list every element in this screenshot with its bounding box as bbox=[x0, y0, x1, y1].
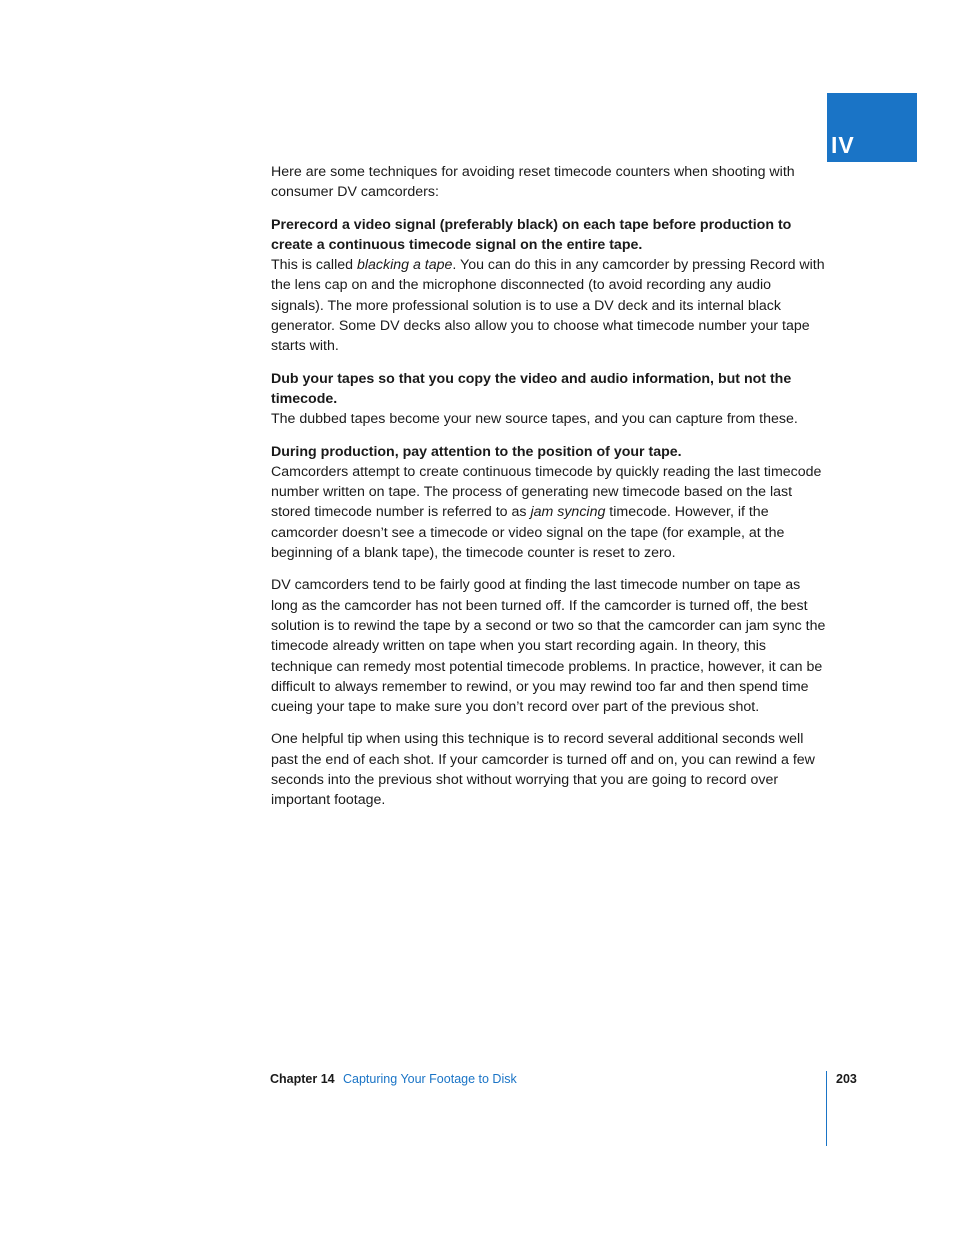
dv-camcorders-paragraph: DV camcorders tend to be fairly good at finding the last timecode number on tape as long as the camcorder has not been turned off. If the camcorder is turned off, the best solution is to rewind the tape by a second or two so that the camcorder can jam sync the timecode already written on tape when you start recording again. In theory, this technique can remedy most potential timecode problems. In practice, however, it can be difficult to always remember to rewind, or you may rewind too far and then spend time cueing your tape to make sure you don’t record over part of the previous shot. bbox=[271, 577, 826, 716]
footer-divider bbox=[826, 1071, 827, 1146]
footer-chapter-title-link[interactable]: Capturing Your Footage to Disk bbox=[343, 1072, 517, 1086]
page-number: 203 bbox=[836, 1072, 857, 1086]
tip-description-3-end: timecode. However, if the camcorder doesn’t see a timecode or video signal on the tape (for example, at the beginning of a blank tape), the timecode counter is reset to zero. bbox=[271, 504, 785, 562]
body-text bbox=[271, 162, 827, 823]
tip-description-1-start: This is called bbox=[271, 257, 357, 274]
part-number: IV bbox=[831, 132, 855, 158]
tip-term-3: During production, pay attention to the position of your tape. bbox=[271, 443, 682, 460]
tip-term-2: Dub your tapes so that you copy the video and audio information, but not the timecode. bbox=[271, 370, 792, 407]
part-tab bbox=[827, 93, 917, 162]
tip-description-1-end: . You can do this in any camcorder by pressing Record with the lens cap on and the microphone disconnected (to avoid recording any audio signals). The more professional solution is to use a DV deck and its internal black generator. Some DV decks also allow you to choose what timecode number your tape starts with. bbox=[271, 257, 825, 355]
tip-description-2: The dubbed tapes become your new source tapes, and you can capture from these. bbox=[271, 411, 798, 428]
tip-description-3-emphasis: jam syncing bbox=[530, 504, 606, 521]
tip-description-1-emphasis: blacking a tape bbox=[356, 257, 453, 274]
footer-chapter-label: Chapter 14 bbox=[270, 1072, 335, 1086]
tip-description-1 bbox=[271, 255, 827, 356]
helpful-tip-paragraph: One helpful tip when using this technique is to record several additional seconds well past the end of each shot. If your camcorder is turned off and on, you can rewind a few seconds into the previous shot without worrying that you are going to record over important footage. bbox=[271, 731, 815, 809]
tip-description-3 bbox=[271, 462, 827, 563]
intro-paragraph: Here are some techniques for avoiding reset timecode counters when shooting with consumer DV camcorders: bbox=[271, 164, 795, 201]
tip-description-3-start: Camcorders attempt to create continuous timecode by quickly reading the last timecode number written on tape. The process of generating new timecode based on the last stored timecode number is referred to as bbox=[271, 463, 822, 521]
tip-term-1: Prerecord a video signal (preferably black) on each tape before production to create a continuous timecode signal on the entire tape. bbox=[271, 216, 792, 253]
